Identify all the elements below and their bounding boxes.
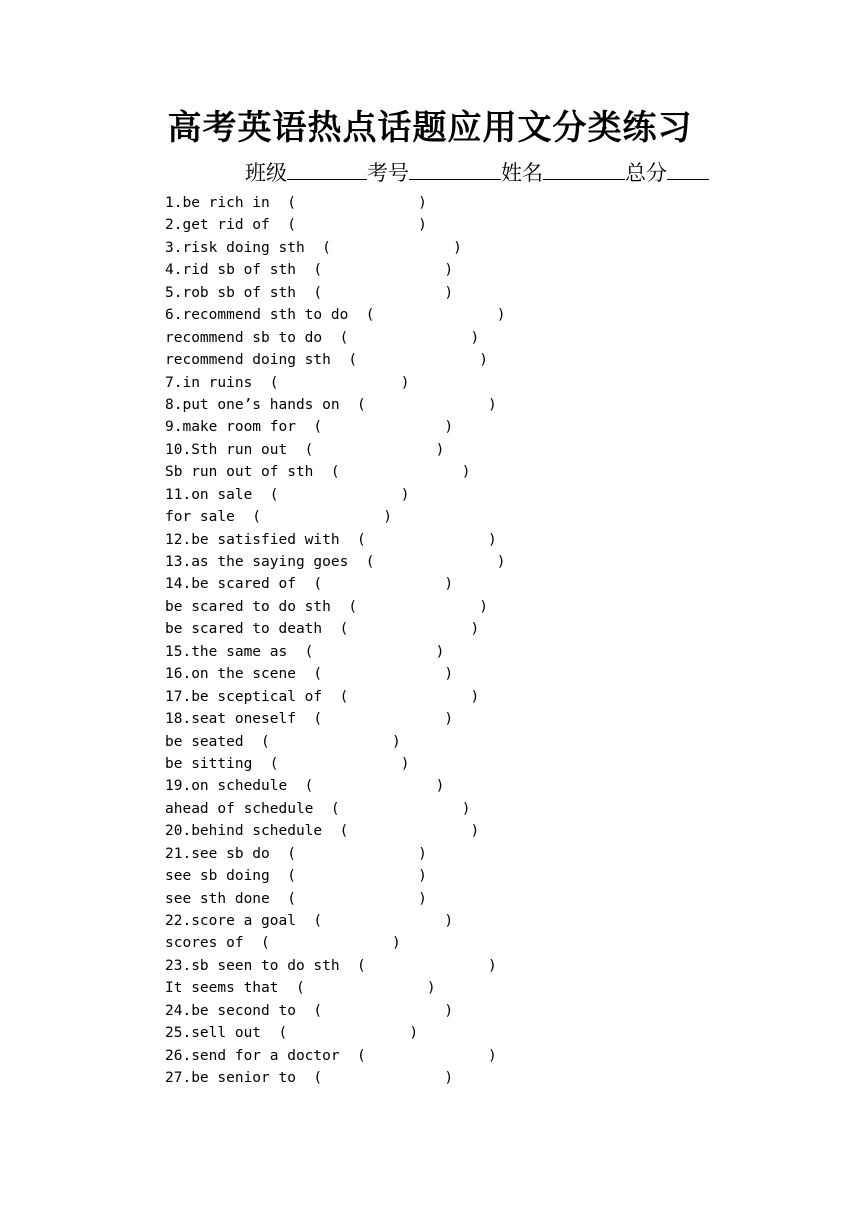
exercise-item: 8.put one’s hands on ( ) — [165, 396, 497, 413]
exercise-item: be scared to death ( ) — [165, 621, 480, 638]
exercise-item: 1.be rich in ( ) — [165, 195, 427, 211]
exercise-item: 24.be second to ( ) — [165, 1002, 454, 1019]
number-blank[interactable] — [409, 158, 501, 180]
exercise-item: 25.sell out ( ) — [165, 1025, 419, 1042]
score-label: 总分 — [625, 161, 667, 185]
exercise-item: ahead of schedule ( ) — [165, 800, 471, 817]
exercise-item: 3.risk doing sth ( ) — [165, 239, 462, 256]
exercise-item: 18.seat oneself ( ) — [165, 711, 454, 728]
exercise-item: be scared to do sth ( ) — [165, 598, 489, 615]
score-blank[interactable] — [667, 158, 709, 180]
exercise-item: be sitting ( ) — [165, 755, 410, 772]
exercise-item: 19.on schedule ( ) — [165, 778, 445, 795]
exercise-item: 13.as the saying goes ( ) — [165, 554, 506, 570]
exercise-item: 21.see sb do ( ) — [165, 845, 427, 862]
class-label: 班级 — [245, 161, 287, 185]
exercise-item: recommend doing sth ( ) — [165, 352, 489, 369]
exercise-item: 16.on the scene ( ) — [165, 666, 454, 683]
exercise-item: 26.send for a doctor ( ) — [165, 1047, 497, 1064]
exercise-item: Sb run out of sth ( ) — [165, 464, 471, 481]
exercise-item: 17.be sceptical of ( ) — [165, 688, 480, 705]
name-label: 姓名 — [501, 161, 543, 185]
exercise-item: 5.rob sb of sth ( ) — [165, 284, 454, 301]
page-title: 高考英语热点话题应用文分类练习 — [167, 108, 693, 148]
class-blank[interactable] — [287, 158, 367, 180]
name-blank[interactable] — [543, 158, 625, 180]
exercise-list — [165, 192, 505, 1090]
exercise-item: 27.be senior to ( ) — [165, 1070, 454, 1087]
student-info-line — [245, 158, 709, 188]
exercise-item: recommend sb to do ( ) — [165, 329, 480, 346]
exercise-item: 9.make room for ( ) — [165, 419, 454, 436]
exercise-item: for sale ( ) — [165, 509, 392, 526]
exercise-item: see sth done ( ) — [165, 890, 427, 907]
exercise-item: 14.be scared of ( ) — [165, 576, 454, 593]
exercise-item: 2.get rid of ( ) — [165, 217, 427, 234]
number-label: 考号 — [367, 161, 409, 185]
exercise-item: scores of ( ) — [165, 935, 401, 952]
exercise-item: 11.on sale ( ) — [165, 486, 410, 503]
exercise-item: 22.score a goal ( ) — [165, 913, 454, 929]
exercise-item: 6.recommend sth to do ( ) — [165, 307, 506, 324]
exercise-item: 7.in ruins ( ) — [165, 374, 410, 391]
exercise-item: see sb doing ( ) — [165, 868, 427, 885]
exercise-item: 12.be satisfied with ( ) — [165, 531, 497, 548]
exercise-item: It seems that ( ) — [165, 980, 436, 997]
exercise-item: 15.the same as ( ) — [165, 643, 445, 660]
exercise-item: 4.rid sb of sth ( ) — [165, 262, 454, 279]
exercise-item: 20.behind schedule ( ) — [165, 823, 480, 840]
exercise-item: 23.sb seen to do sth ( ) — [165, 957, 497, 974]
exercise-item: 10.Sth run out ( ) — [165, 441, 445, 458]
exercise-item: be seated ( ) — [165, 733, 401, 750]
